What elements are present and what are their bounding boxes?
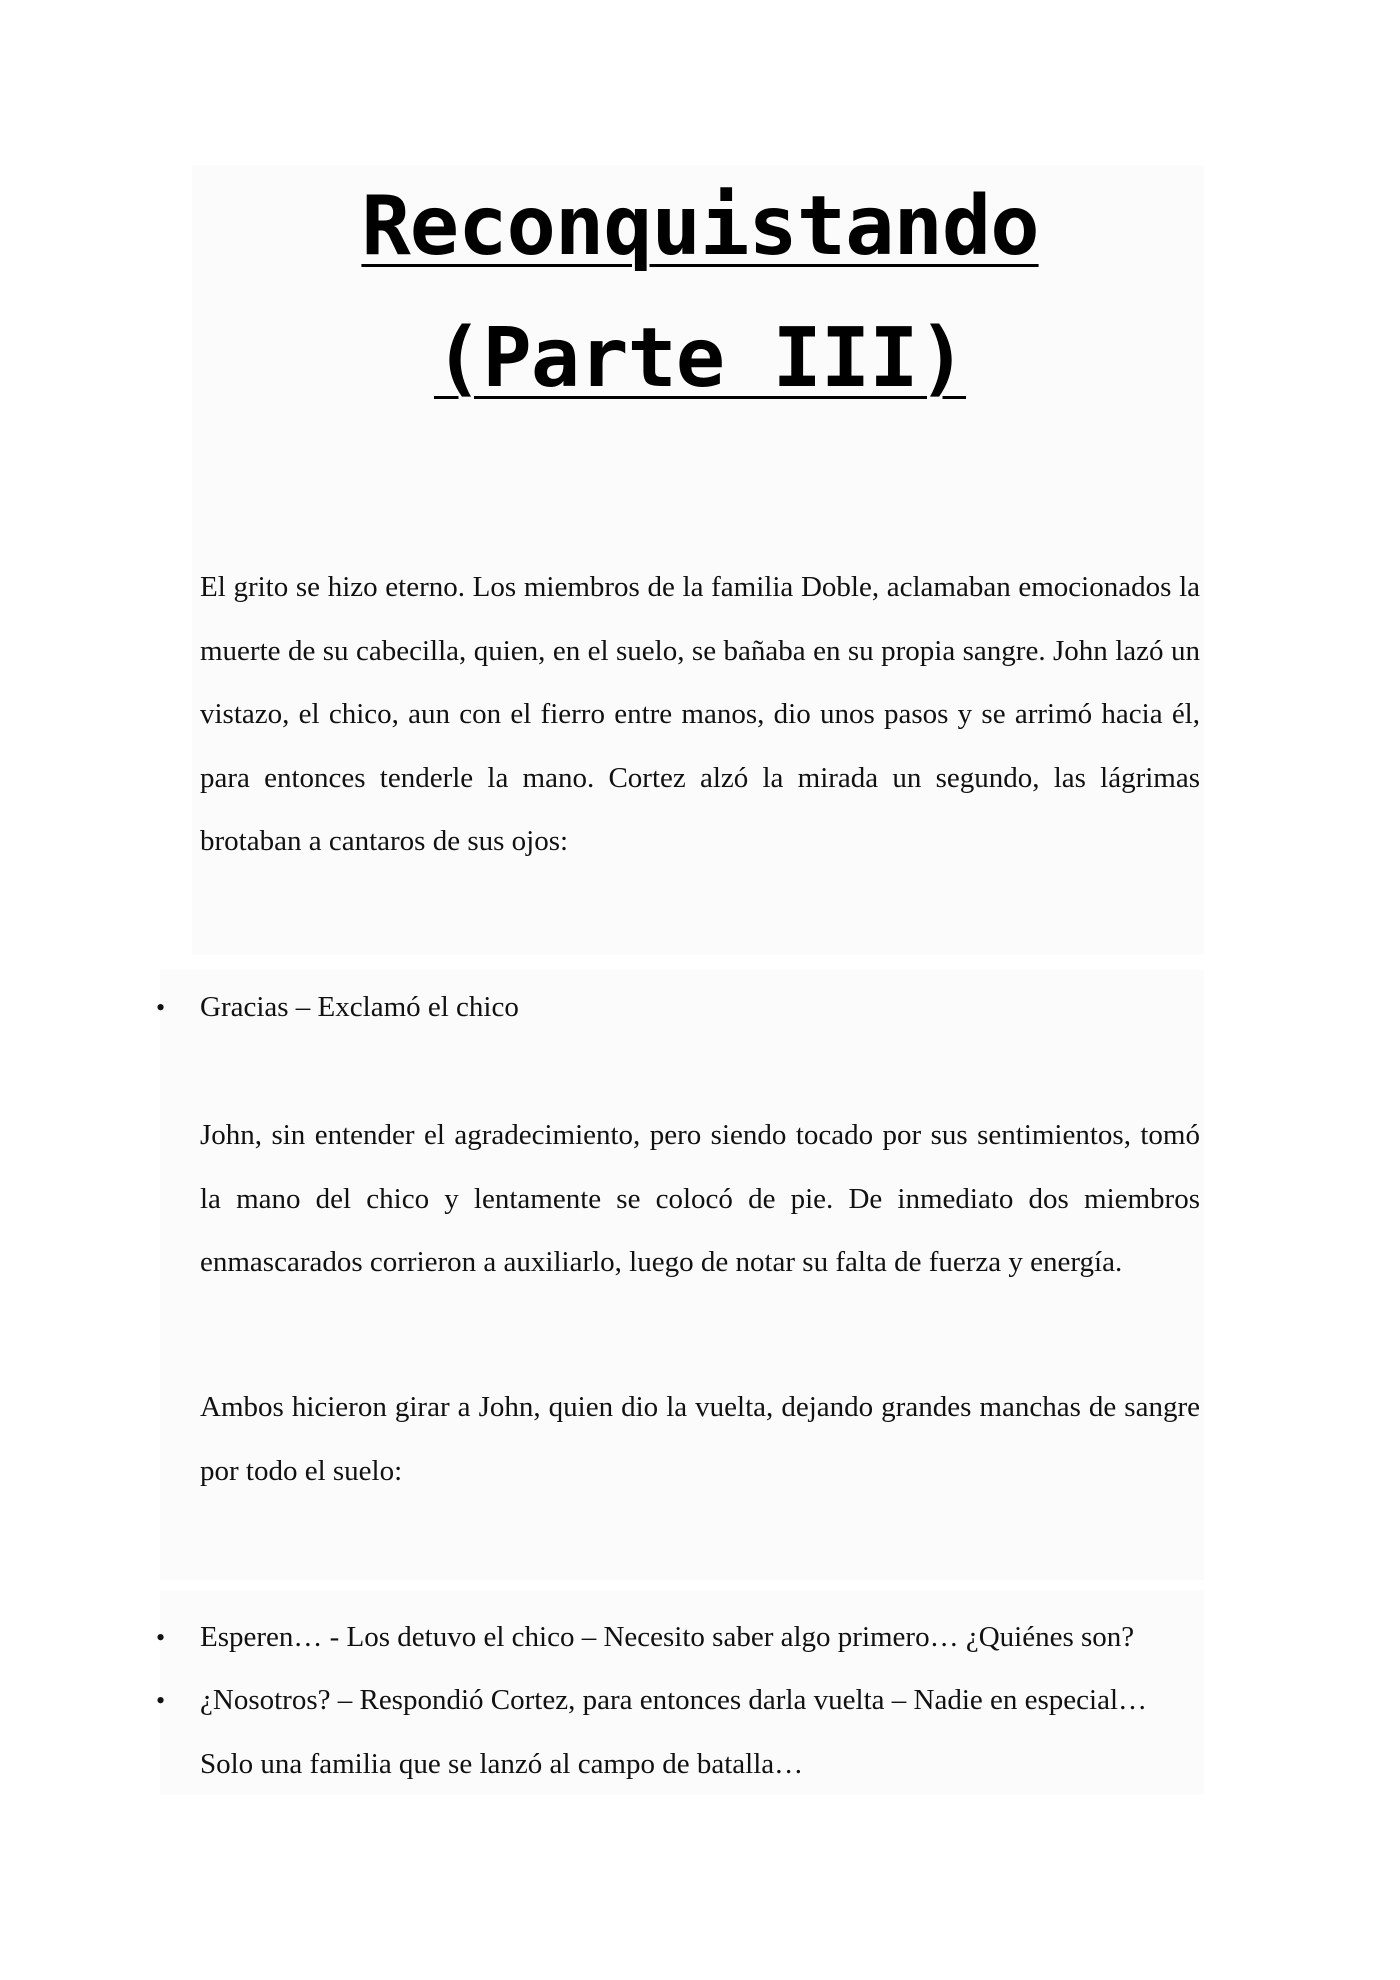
paragraph: El grito se hizo eterno. Los miembros de la familia Doble, aclamaban emocionados la muerte de su cabecilla, quien, en el suelo, se bañaba en su propia sangre. John lazó un vistazo, el chico, aun con el fierro entre manos, dio unos pasos y se arrimó hacia él, para entonces tenderle la mano. Cortez alzó la mirada un segundo, las lágrimas brotaban a cantaros de sus ojos: bbox=[200, 571, 1200, 857]
dialogue-bullet: ¿Nosotros? – Respondió Cortez, para entonces darla vuelta – Nadie en especial… bbox=[200, 1684, 1148, 1716]
dialogue-bullet: Esperen… - Los detuvo el chico – Necesito saber algo primero… ¿Quiénes son? bbox=[200, 1621, 1135, 1653]
bullet-icon: • bbox=[156, 993, 166, 1022]
page-title: Reconquistando bbox=[361, 179, 1039, 274]
page-subtitle: (Parte III) bbox=[433, 311, 967, 406]
dialogue-bullet-continuation: Solo una familia que se lanzó al campo de batalla… bbox=[200, 1748, 804, 1780]
bullet-icon: • bbox=[156, 1686, 166, 1715]
paragraph: John, sin entender el agradecimiento, pero siendo tocado por sus sentimientos, tomó la mano del chico y lentamente se colocó de pie. De inmediato dos miembros enmascarados corrieron a auxiliarlo, luego de notar su falta de fuerza y energía. bbox=[200, 1119, 1200, 1278]
paragraph: Ambos hicieron girar a John, quien dio la vuelta, dejando grandes manchas de sangre por todo el suelo: bbox=[200, 1391, 1200, 1487]
bullet-icon: • bbox=[156, 1623, 166, 1652]
dialogue-bullet: Gracias – Exclamó el chico bbox=[200, 991, 519, 1023]
